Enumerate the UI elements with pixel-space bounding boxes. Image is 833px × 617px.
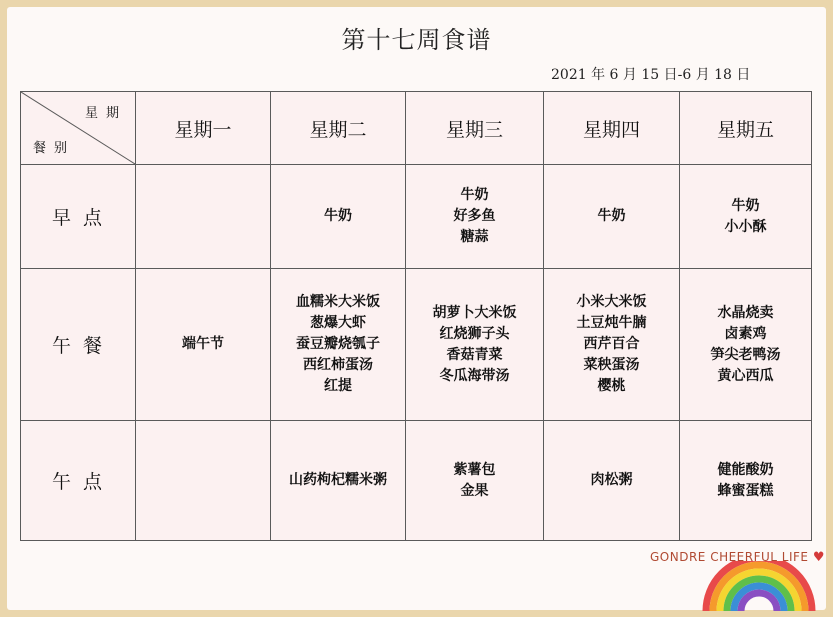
rainbow-icon <box>700 561 818 611</box>
menu-cell: 端午节 <box>136 269 271 421</box>
table-row <box>21 165 812 269</box>
day-header: 星期四 <box>544 92 680 165</box>
page-title: 第十七周食谱 <box>341 26 492 54</box>
heart-icon: ♥ <box>812 550 825 565</box>
day-header: 星期二 <box>271 92 406 165</box>
corner-cell <box>21 92 136 165</box>
corner-meal-label: 餐别 <box>33 141 76 156</box>
menu-cell <box>136 165 271 269</box>
table-row <box>21 269 812 421</box>
header-row <box>21 92 812 165</box>
menu-table <box>20 91 812 541</box>
meal-label: 午餐 <box>21 269 136 421</box>
menu-cell: 牛奶 <box>544 165 680 269</box>
menu-cell: 水晶烧卖 卤素鸡 笋尖老鸭汤 黄心西瓜 <box>680 269 812 421</box>
meal-label: 早点 <box>21 165 136 269</box>
day-header: 星期五 <box>680 92 812 165</box>
meal-label: 午点 <box>21 421 136 541</box>
menu-cell: 健能酸奶 蜂蜜蛋糕 <box>680 421 812 541</box>
menu-cell: 牛奶 好多鱼 糖蒜 <box>406 165 544 269</box>
corner-weekday-label: 星期 <box>85 106 128 121</box>
menu-cell: 肉松粥 <box>544 421 680 541</box>
menu-cell <box>136 421 271 541</box>
menu-cell: 紫薯包 金果 <box>406 421 544 541</box>
menu-cell: 牛奶 <box>271 165 406 269</box>
table-row <box>21 421 812 541</box>
menu-cell: 小米大米饭 土豆炖牛腩 西芹百合 菜秧蛋汤 樱桃 <box>544 269 680 421</box>
day-header: 星期一 <box>136 92 271 165</box>
menu-cell: 胡萝卜大米饭 红烧狮子头 香菇青菜 冬瓜海带汤 <box>406 269 544 421</box>
brand-text: GONDRE CHEERFUL LIFE <box>650 550 809 564</box>
menu-cell: 牛奶 小小酥 <box>680 165 812 269</box>
menu-cell: 血糯米大米饭 葱爆大虾 蚕豆瓣烧瓠子 西红柿蛋汤 红提 <box>271 269 406 421</box>
day-header: 星期三 <box>406 92 544 165</box>
date-range: 2021 年 6 月 15 日-6 月 18 日 <box>551 67 751 83</box>
menu-cell: 山药枸杞糯米粥 <box>271 421 406 541</box>
